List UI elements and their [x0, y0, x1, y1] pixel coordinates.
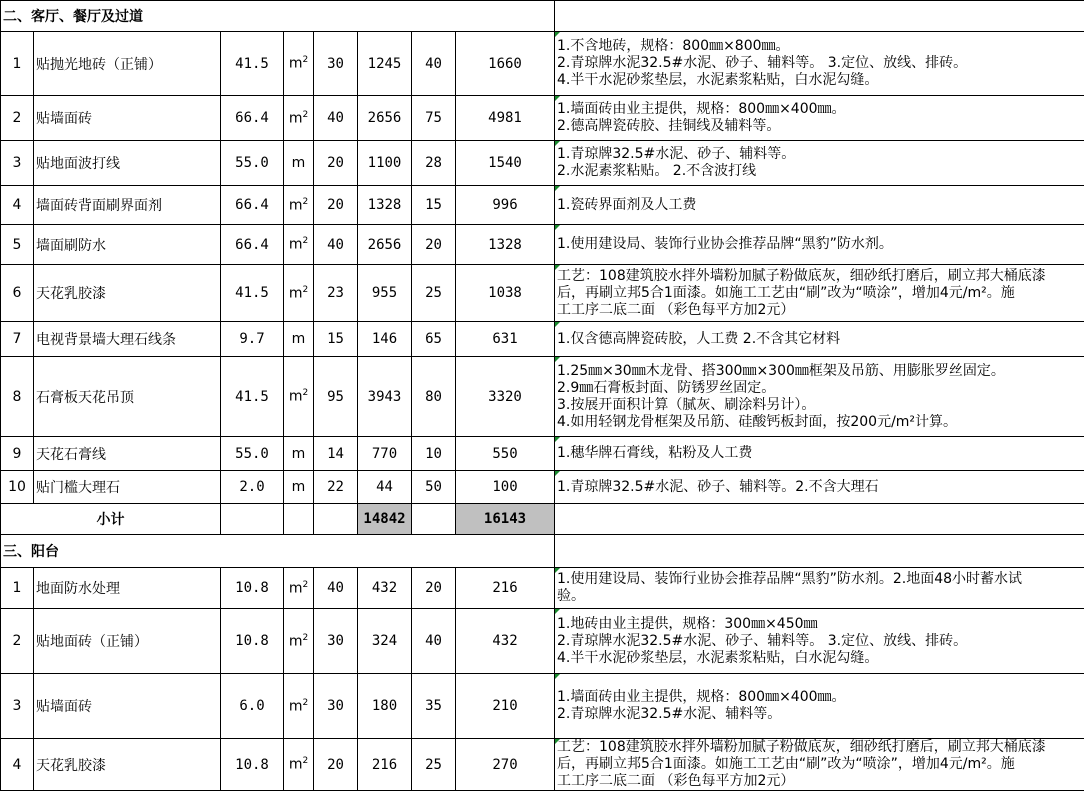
- labor-price-cell[interactable]: 23: [314, 265, 358, 322]
- description-line: 1.墙面砖由业主提供，规格：800㎜×400㎜。: [557, 689, 846, 705]
- description-line: 工工序二底二面 （彩色每平方加2元）: [557, 301, 795, 318]
- description-line: 2.青琼牌水泥32.5#水泥、砂子、辅料等。 3.定位、放线、排砖。: [557, 55, 968, 71]
- description-cell[interactable]: [555, 322, 1084, 357]
- table-row: [1, 674, 1084, 739]
- item-name-cell[interactable]: 天花乳胶漆: [34, 739, 221, 791]
- row-number-cell[interactable]: 2: [1, 609, 34, 674]
- labor-total-cell[interactable]: 770: [358, 437, 412, 471]
- empty-labor-price-cell[interactable]: [314, 504, 358, 535]
- labor-price-cell[interactable]: 30: [314, 609, 358, 674]
- description-line: 2.德高牌瓷砖胶、挂铜线及辅料等。: [557, 118, 781, 134]
- item-name-cell[interactable]: 贴墙面砖: [34, 96, 221, 141]
- labor-price-cell[interactable]: 20: [314, 186, 358, 225]
- labor-price-cell[interactable]: 22: [314, 471, 358, 504]
- unit-cell[interactable]: m: [284, 322, 314, 357]
- row-number-cell[interactable]: 7: [1, 322, 34, 357]
- description-cell[interactable]: [555, 141, 1084, 186]
- material-total-cell[interactable]: 996: [456, 186, 555, 225]
- table-row: [1, 471, 1084, 504]
- material-price-cell[interactable]: 75: [412, 96, 456, 141]
- material-price-cell[interactable]: 10: [412, 437, 456, 471]
- row-number-cell[interactable]: 3: [1, 141, 34, 186]
- description-line: 后，再刷立邦5合1面漆。如施工工艺由“刷”改为“喷涂”，增加4元/m²。施: [557, 756, 1015, 772]
- material-total-cell[interactable]: 3320: [456, 357, 555, 437]
- row-number-cell[interactable]: 2: [1, 96, 34, 141]
- comment-indicator-icon: [555, 225, 560, 230]
- unit-squared: 2: [302, 236, 309, 247]
- description-line: 2.9㎜石膏板封面、防锈罗丝固定。: [557, 379, 776, 396]
- item-name-cell[interactable]: 贴门槛大理石: [34, 471, 221, 504]
- labor-total-cell[interactable]: 324: [358, 609, 412, 674]
- unit-squared: 2: [302, 284, 309, 295]
- description-line: 3.按展开面积计算（腻灰、刷涂料另计）。: [557, 396, 816, 413]
- comment-indicator-icon: [555, 265, 560, 270]
- description-cell[interactable]: [555, 186, 1084, 225]
- labor-price-cell[interactable]: 40: [314, 96, 358, 141]
- description-line: 1.瓷砖界面剂及人工费: [557, 196, 697, 213]
- material-price-cell[interactable]: 20: [412, 568, 456, 609]
- item-name-cell[interactable]: 贴地面波打线: [34, 141, 221, 186]
- unit-m: m: [288, 55, 303, 72]
- table-row: [1, 437, 1084, 471]
- material-total-cell[interactable]: 631: [456, 322, 555, 357]
- material-total-cell[interactable]: 432: [456, 609, 555, 674]
- unit-m: m: [288, 698, 303, 715]
- item-name-cell[interactable]: 墙面刷防水: [34, 225, 221, 265]
- labor-price-cell[interactable]: 40: [314, 568, 358, 609]
- quantity-cell[interactable]: 55.0: [221, 141, 284, 186]
- description-cell[interactable]: [555, 739, 1084, 791]
- empty-qty-cell[interactable]: [221, 504, 284, 535]
- labor-price-cell[interactable]: 14: [314, 437, 358, 471]
- material-price-cell[interactable]: 40: [412, 609, 456, 674]
- description-line: 2.青琼牌水泥32.5#水泥、辅料等。: [557, 706, 782, 722]
- table-row: [1, 568, 1084, 609]
- unit-cell[interactable]: [284, 186, 314, 225]
- item-name-cell[interactable]: 地面防水处理: [34, 568, 221, 609]
- description-cell[interactable]: [555, 568, 1084, 609]
- quantity-cell[interactable]: 2.0: [221, 471, 284, 504]
- description-cell[interactable]: [555, 32, 1084, 96]
- comment-indicator-icon: [555, 674, 560, 679]
- unit-squared: 2: [302, 55, 309, 66]
- description-line: 4.半干水泥砂浆垫层，水泥素浆粘贴，白水泥勾缝。: [557, 72, 879, 88]
- labor-total-cell[interactable]: 1100: [358, 141, 412, 186]
- comment-indicator-icon: [555, 322, 560, 327]
- material-total-cell[interactable]: 1328: [456, 225, 555, 265]
- description-cell[interactable]: [555, 265, 1084, 322]
- row-number-cell[interactable]: 8: [1, 357, 34, 437]
- material-price-cell[interactable]: 15: [412, 186, 456, 225]
- empty-material-price-cell[interactable]: [412, 504, 456, 535]
- description-line: 验。: [557, 588, 585, 604]
- labor-price-cell[interactable]: 40: [314, 225, 358, 265]
- labor-price-cell[interactable]: 30: [314, 32, 358, 96]
- unit-squared: 2: [302, 196, 309, 207]
- material-price-cell[interactable]: 35: [412, 674, 456, 739]
- comment-indicator-icon: [555, 437, 560, 442]
- description-line: 1.不含地砖，规格：800㎜×800㎜。: [557, 38, 790, 54]
- row-number-cell[interactable]: 1: [1, 32, 34, 96]
- quantity-cell[interactable]: 10.8: [221, 739, 284, 791]
- row-number-cell[interactable]: 4: [1, 739, 34, 791]
- unit-m: m: [288, 285, 303, 302]
- description-line: 1.地砖由业主提供，规格：300㎜×450㎜: [557, 615, 818, 632]
- material-total-cell[interactable]: 216: [456, 568, 555, 609]
- quantity-cell[interactable]: 9.7: [221, 322, 284, 357]
- comment-indicator-icon: [555, 739, 560, 744]
- description-cell[interactable]: [555, 437, 1084, 471]
- unit-m: m: [288, 388, 303, 405]
- material-total-cell[interactable]: 210: [456, 674, 555, 739]
- section-title[interactable]: 三、阳台: [1, 535, 555, 568]
- unit-cell[interactable]: [284, 265, 314, 322]
- labor-total-cell[interactable]: 216: [358, 739, 412, 791]
- table-row: [1, 96, 1084, 141]
- description-cell[interactable]: [555, 609, 1084, 674]
- comment-indicator-icon: [555, 141, 560, 146]
- row-number-cell[interactable]: 5: [1, 225, 34, 265]
- item-name-cell[interactable]: 天花石膏线: [34, 437, 221, 471]
- description-line: 工工序二底二面 （彩色每平方加2元）: [557, 773, 795, 789]
- material-total-cell[interactable]: 1038: [456, 265, 555, 322]
- description-line: 1.墙面砖由业主提供，规格：800㎜×400㎜。: [557, 101, 846, 117]
- subtotal-row: [1, 504, 1084, 535]
- unit-m: m: [288, 110, 303, 127]
- empty-unit-cell[interactable]: [284, 504, 314, 535]
- table-row: [1, 609, 1084, 674]
- labor-total-cell[interactable]: 1328: [358, 186, 412, 225]
- unit-cell[interactable]: [284, 568, 314, 609]
- unit-cell[interactable]: [284, 739, 314, 791]
- description-line: 1.青琼牌32.5#水泥、砂子、辅料等。2.不含大理石: [557, 478, 879, 495]
- labor-price-cell[interactable]: 15: [314, 322, 358, 357]
- unit-m: m: [288, 236, 303, 253]
- unit-m: m: [288, 633, 303, 650]
- description-cell[interactable]: [555, 357, 1084, 437]
- subtotal-labor-cell[interactable]: 14842: [358, 504, 412, 535]
- unit-squared: 2: [302, 109, 309, 120]
- table-row: [1, 225, 1084, 265]
- item-name-cell[interactable]: 墙面砖背面刷界面剂: [34, 186, 221, 225]
- unit-squared: 2: [302, 697, 309, 708]
- item-name-cell[interactable]: 石膏板天花吊顶: [34, 357, 221, 437]
- comment-indicator-icon: [555, 357, 560, 362]
- description-line: 工艺：108建筑胶水拌外墙粉加腻子粉做底灰，细砂纸打磨后，刷立邦大桶底漆: [557, 267, 1046, 284]
- material-total-cell[interactable]: 100: [456, 471, 555, 504]
- description-line: 1.仅含德高牌瓷砖胶，人工费 2.不含其它材料: [557, 330, 841, 347]
- unit-squared: 2: [302, 579, 309, 590]
- material-price-cell[interactable]: 40: [412, 32, 456, 96]
- subtotal-label[interactable]: 小计: [1, 504, 221, 535]
- comment-indicator-icon: [555, 32, 560, 37]
- subtotal-desc-cell[interactable]: [555, 504, 1084, 535]
- description-line: 4.半干水泥砂浆垫层，水泥素浆粘贴，白水泥勾缝。: [557, 649, 879, 666]
- table-row: [1, 322, 1084, 357]
- unit-cell[interactable]: [284, 32, 314, 96]
- description-line: 4.如用轻钢龙骨框架及吊筋、硅酸钙板封面，按200元/m²计算。: [557, 413, 958, 430]
- table-row: [1, 141, 1084, 186]
- item-name-cell[interactable]: 贴地面砖（正铺）: [34, 609, 221, 674]
- material-price-cell[interactable]: 65: [412, 322, 456, 357]
- section-title[interactable]: 二、客厅、餐厅及过道: [1, 1, 555, 32]
- unit-cell[interactable]: m: [284, 437, 314, 471]
- quantity-cell[interactable]: 41.5: [221, 357, 284, 437]
- description-cell[interactable]: [555, 96, 1084, 141]
- labor-price-cell[interactable]: 95: [314, 357, 358, 437]
- comment-indicator-icon: [555, 471, 560, 476]
- section-header-row: [1, 535, 1084, 568]
- unit-cell[interactable]: [284, 609, 314, 674]
- row-number-cell[interactable]: 1: [1, 568, 34, 609]
- quantity-cell[interactable]: 10.8: [221, 568, 284, 609]
- material-total-cell[interactable]: 1660: [456, 32, 555, 96]
- comment-indicator-icon: [555, 96, 560, 101]
- unit-cell[interactable]: m: [284, 471, 314, 504]
- labor-total-cell[interactable]: 2656: [358, 225, 412, 265]
- table-row: [1, 357, 1084, 437]
- description-line: 1.穗华牌石膏线，粘粉及人工费: [557, 445, 753, 461]
- table-row: [1, 739, 1084, 791]
- unit-cell[interactable]: [284, 674, 314, 739]
- material-price-cell[interactable]: 25: [412, 265, 456, 322]
- description-line: 工艺：108建筑胶水拌外墙粉加腻子粉做底灰，细砂纸打磨后，刷立邦大桶底漆: [557, 739, 1046, 755]
- material-price-cell[interactable]: 28: [412, 141, 456, 186]
- section-header-row: [1, 1, 1084, 32]
- unit-m: m: [288, 580, 303, 597]
- comment-indicator-icon: [555, 609, 560, 614]
- section-title-desc-cell[interactable]: [555, 1, 1084, 32]
- labor-total-cell[interactable]: 3943: [358, 357, 412, 437]
- labor-total-cell[interactable]: 146: [358, 322, 412, 357]
- labor-total-cell[interactable]: 1245: [358, 32, 412, 96]
- labor-price-cell[interactable]: 20: [314, 141, 358, 186]
- description-line: 后，再刷立邦5合1面漆。如施工工艺由“刷”改为“喷涂”，增加4元/m²。施: [557, 284, 1015, 301]
- unit-m: m: [288, 197, 303, 214]
- labor-price-cell[interactable]: 20: [314, 739, 358, 791]
- description-cell[interactable]: [555, 674, 1084, 739]
- quantity-cell[interactable]: 41.5: [221, 265, 284, 322]
- labor-total-cell[interactable]: 2656: [358, 96, 412, 141]
- description-line: 1.使用建设局、装饰行业协会推荐品牌“黑豹”防水剂。2.地面48小时蓄水试: [557, 571, 1023, 587]
- material-total-cell[interactable]: 4981: [456, 96, 555, 141]
- section-title-desc-cell[interactable]: [555, 535, 1084, 568]
- quantity-cell[interactable]: 66.4: [221, 225, 284, 265]
- item-name-cell[interactable]: 电视背景墙大理石线条: [34, 322, 221, 357]
- row-number-cell[interactable]: 3: [1, 674, 34, 739]
- quantity-cell[interactable]: 66.4: [221, 96, 284, 141]
- unit-cell[interactable]: m: [284, 141, 314, 186]
- quantity-cell[interactable]: 6.0: [221, 674, 284, 739]
- description-line: 1.25㎜×30㎜木龙骨、搭300㎜×300㎜框架及吊筋、用膨胀罗丝固定。: [557, 362, 1005, 379]
- material-total-cell[interactable]: 1540: [456, 141, 555, 186]
- description-cell[interactable]: [555, 225, 1084, 265]
- labor-total-cell[interactable]: 180: [358, 674, 412, 739]
- labor-total-cell[interactable]: 432: [358, 568, 412, 609]
- labor-total-cell[interactable]: 955: [358, 265, 412, 322]
- unit-cell[interactable]: [284, 357, 314, 437]
- comment-indicator-icon: [555, 186, 560, 191]
- unit-cell[interactable]: [284, 96, 314, 141]
- quantity-cell[interactable]: 41.5: [221, 32, 284, 96]
- labor-price-cell[interactable]: 30: [314, 674, 358, 739]
- row-number-cell[interactable]: 6: [1, 265, 34, 322]
- material-price-cell[interactable]: 80: [412, 357, 456, 437]
- quantity-cell[interactable]: 66.4: [221, 186, 284, 225]
- material-total-cell[interactable]: 550: [456, 437, 555, 471]
- material-total-cell[interactable]: 270: [456, 739, 555, 791]
- table-row: [1, 265, 1084, 322]
- item-name-cell[interactable]: 贴墙面砖: [34, 674, 221, 739]
- quantity-cell[interactable]: 10.8: [221, 609, 284, 674]
- comment-indicator-icon: [555, 568, 560, 573]
- description-cell[interactable]: [555, 471, 1084, 504]
- description-line: 1.使用建设局、装饰行业协会推荐品牌“黑豹”防水剂。: [557, 236, 893, 252]
- row-number-cell[interactable]: 9: [1, 437, 34, 471]
- table-row: [1, 32, 1084, 96]
- table-row: [1, 186, 1084, 225]
- description-line: 1.青琼牌32.5#水泥、砂子、辅料等。: [557, 146, 796, 162]
- material-price-cell[interactable]: 20: [412, 225, 456, 265]
- unit-squared: 2: [302, 388, 309, 399]
- item-name-cell[interactable]: 天花乳胶漆: [34, 265, 221, 322]
- unit-cell[interactable]: [284, 225, 314, 265]
- material-price-cell[interactable]: 25: [412, 739, 456, 791]
- sheet-body: [1, 1, 1084, 791]
- unit-m: m: [288, 756, 303, 773]
- row-number-cell[interactable]: 10: [1, 471, 34, 504]
- labor-total-cell[interactable]: 44: [358, 471, 412, 504]
- subtotal-material-cell[interactable]: 16143: [456, 504, 555, 535]
- row-number-cell[interactable]: 4: [1, 186, 34, 225]
- unit-squared: 2: [302, 756, 309, 767]
- quantity-cell[interactable]: 55.0: [221, 437, 284, 471]
- description-line: 2.青琼牌水泥32.5#水泥、砂子、辅料等。 3.定位、放线、排砖。: [557, 632, 968, 649]
- item-name-cell[interactable]: 贴抛光地砖（正铺）: [34, 32, 221, 96]
- unit-squared: 2: [302, 632, 309, 643]
- material-price-cell[interactable]: 50: [412, 471, 456, 504]
- description-line: 2.水泥素浆粘贴。 2.不含波打线: [557, 163, 757, 179]
